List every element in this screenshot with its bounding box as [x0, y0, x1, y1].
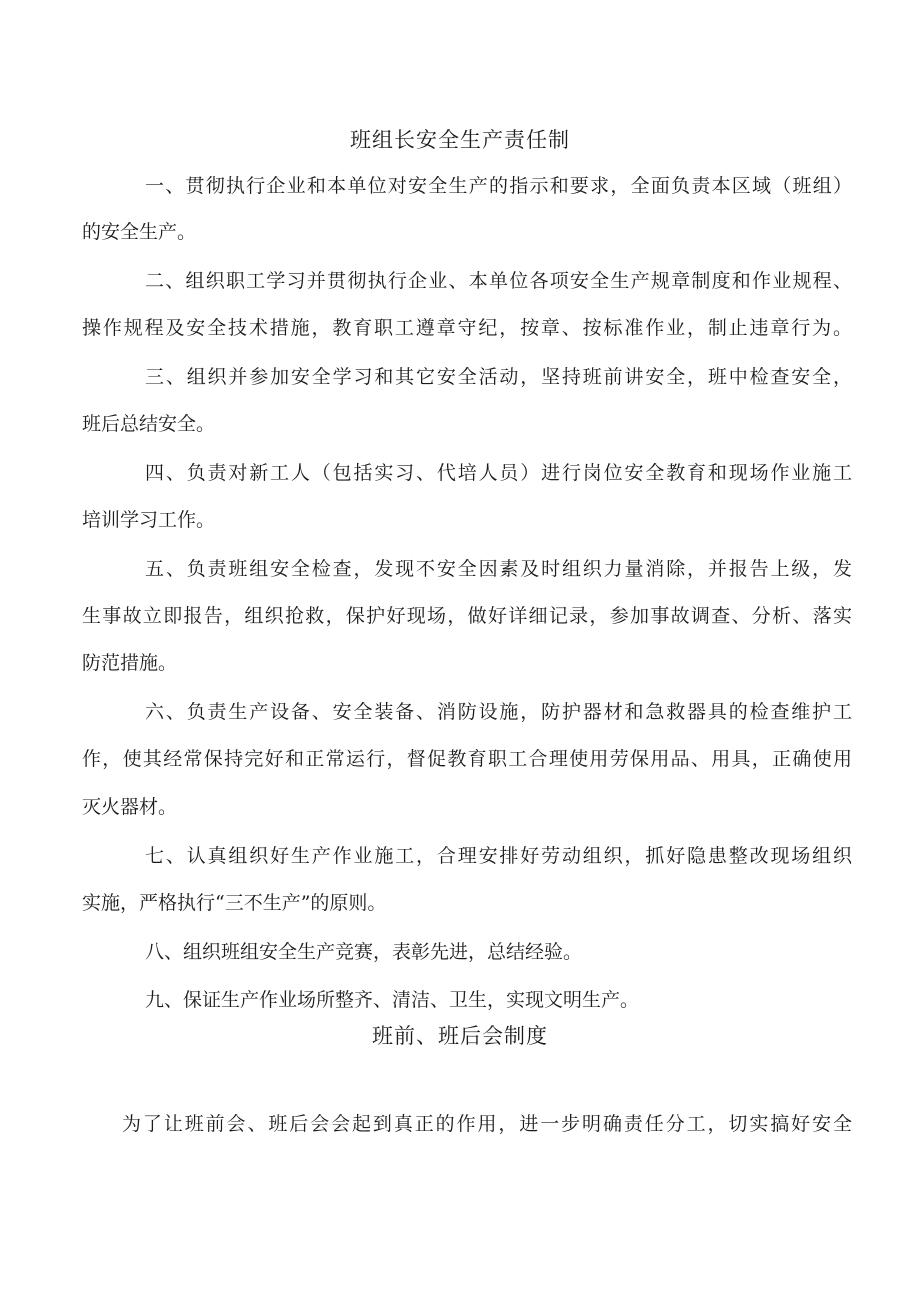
paragraph-2-line-2: 操作规程及安全技术措施，教育职工遵章守纪，按章、按标准作业，制止违章行为。	[82, 317, 852, 339]
paragraph-1-line-1: 一、贯彻执行企业和本单位对安全生产的指示和要求，全面负责本区域（班组）	[145, 175, 852, 197]
paragraph-9-line-1: 九、保证生产作业场所整齐、清洁、卫生，实现文明生产。	[145, 989, 640, 1011]
paragraph-2-line-1: 二、组织职工学习并贯彻执行企业、本单位各项安全生产规章制度和作业规程、	[145, 270, 852, 292]
paragraph-8-line-1: 八、组织班组安全生产竞赛，表彰先进，总结经验。	[145, 941, 583, 963]
document-title: 班组长安全生产责任制	[350, 128, 570, 152]
section-2-intro-line: 为了让班前会、班后会会起到真正的作用，进一步明确责任分工，切实搞好安全	[122, 1113, 852, 1135]
paragraph-6-line-2: 作，使其经常保持完好和正常运行，督促教育职工合理使用劳保用品、用具，正确使用	[82, 748, 852, 770]
section-2-title: 班前、班后会制度	[372, 1024, 548, 1048]
paragraph-6-line-1: 六、负责生产设备、安全装备、消防设施，防护器材和急救器具的检查维护工	[145, 701, 852, 723]
paragraph-7-line-1: 七、认真组织好生产作业施工，合理安排好劳动组织，抓好隐患整改现场组织	[145, 845, 852, 867]
paragraph-7-line-2: 实施，严格执行“三不生产”的原则。	[82, 892, 387, 914]
paragraph-1-line-2: 的安全生产。	[82, 221, 197, 243]
paragraph-6-line-3: 灭火器材。	[82, 796, 178, 818]
paragraph-5-line-1: 五、负责班组安全检查，发现不安全因素及时组织力量消除，并报告上级，发	[145, 558, 852, 580]
paragraph-3-line-2: 班后总结安全。	[82, 413, 216, 435]
paragraph-4-line-1: 四、负责对新工人（包括实习、代培人员）进行岗位安全教育和现场作业施工	[145, 462, 852, 484]
paragraph-5-line-2: 生事故立即报告，组织抢救，保护好现场，做好详细记录，参加事故调查、分析、落实	[82, 605, 852, 627]
paragraph-3-line-1: 三、组织并参加安全学习和其它安全活动，坚持班前讲安全，班中检查安全，	[145, 366, 852, 388]
paragraph-5-line-3: 防范措施。	[82, 652, 178, 674]
paragraph-4-line-2: 培训学习工作。	[82, 509, 216, 531]
